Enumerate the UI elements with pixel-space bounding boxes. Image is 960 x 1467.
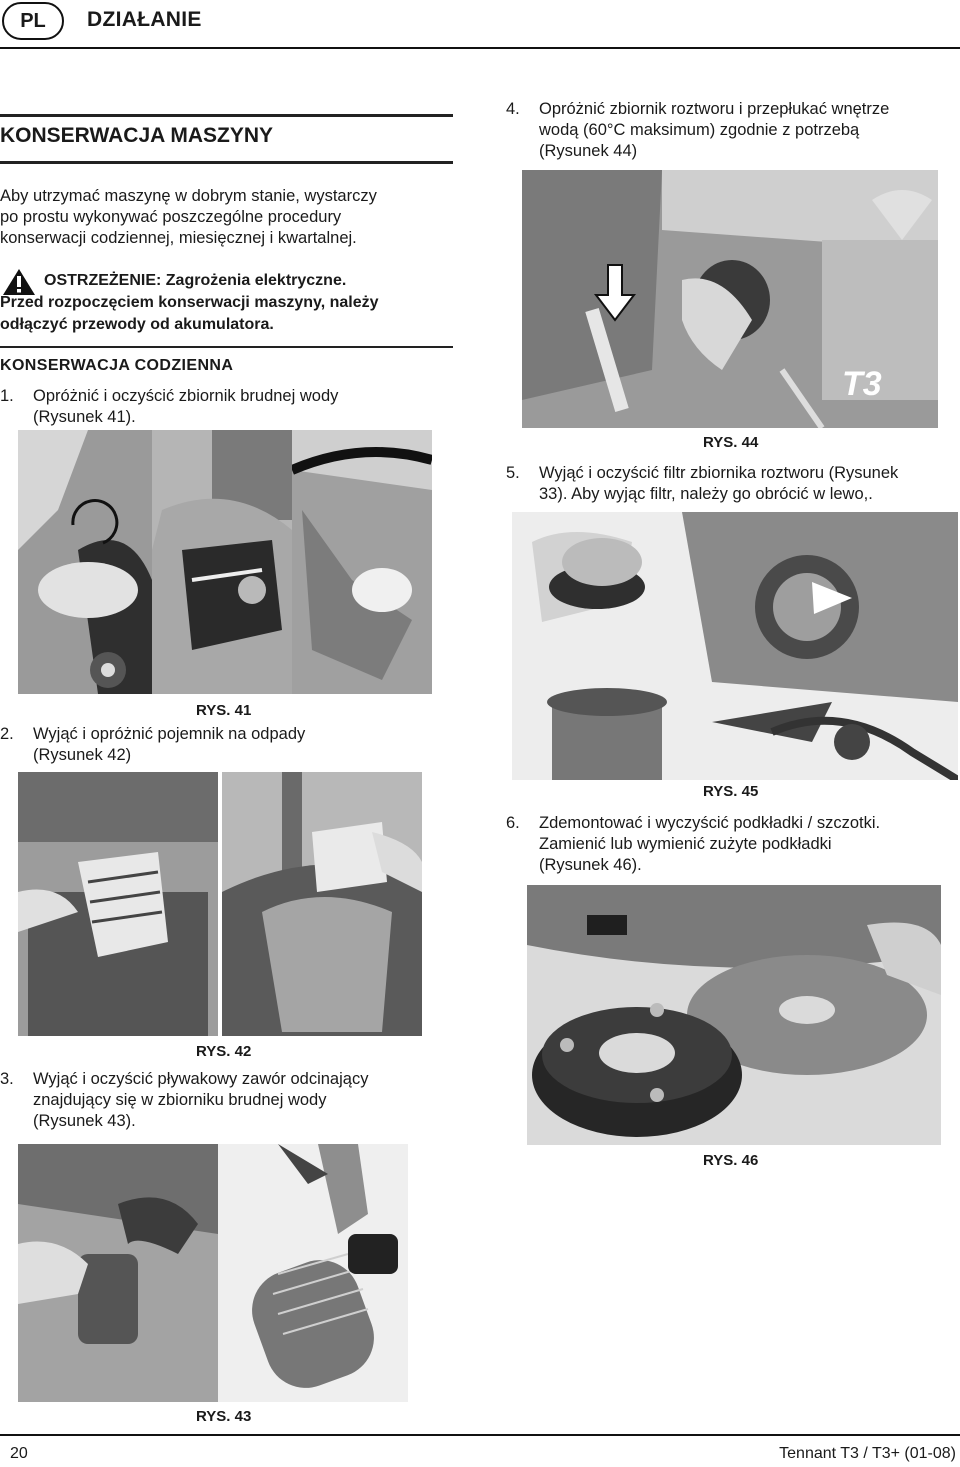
step-number: 5. [506,464,520,482]
step-text-line-2: Zamienić lub wymienić zużyte podkładki [539,835,832,853]
warning-line-3: odłączyć przewody od akumulatora. [0,316,274,333]
step-number: 2. [0,725,14,743]
step-text-line-2: wodą (60°C maksimum) zgodnie z potrzebą [539,121,860,139]
step-number: 4. [506,100,520,118]
figure-45-photo [512,512,958,780]
step-text-line-1: Wyjąć i opróżnić pojemnik na odpady [33,725,306,743]
step-text-line-1: Wyjąć i oczyścić filtr zbiornika roztworu (Rysunek [539,464,899,482]
section-title: DZIAŁANIE [87,8,202,31]
footer-rule [0,1434,960,1436]
page-title: KONSERWACJA MASZYNY [0,124,274,147]
figure-41-caption: RYS. 41 [196,702,252,719]
daily-rule [0,346,453,348]
step-text-line-2: (Rysunek 42) [33,746,132,764]
step-text-line-3: (Rysunek 44) [539,142,638,160]
step-1 [0,386,450,430]
title-rule-bottom [0,161,453,164]
step-text-line-1: Wyjąć i oczyścić pływakowy zawór odcinający [33,1070,369,1088]
title-rule-top [0,114,453,117]
figure-42-caption: RYS. 42 [196,1043,252,1060]
figure-43-photo-b [218,1144,408,1402]
warning-line-2: Przed rozpoczęciem konserwacji maszyny, należy [0,294,379,311]
step-text-line-1: Zdemontować i wyczyścić podkładki / szczotki. [539,814,881,832]
intro-line-2: po prostu wykonywać poszczególne procedury [0,208,342,226]
step-text-line-2: 33). Aby wyjąc filtr, należy go obrócić w lewo,. [539,485,873,503]
step-text-line-2: (Rysunek 41). [33,408,136,426]
figure-41-photo-c [292,430,432,694]
step-text-line-1: Opróżnić zbiornik roztworu i przepłukać wnętrze [539,100,890,118]
step-3 [0,1069,455,1133]
figure-42-photo-b [222,772,422,1036]
daily-heading: KONSERWACJA CODZIENNA [0,357,234,374]
step-text-line-3: (Rysunek 43). [33,1112,136,1130]
intro-line-3: konserwacji codziennej, miesięcznej i kwartalnej. [0,229,357,247]
step-4 [506,99,960,163]
step-number: 1. [0,387,14,405]
page-number: 20 [10,1445,28,1462]
figure-41-photo-a [18,430,152,694]
warning-line-1: OSTRZEŻENIE: Zagrożenia elektryczne. [44,272,347,289]
language-badge: PL [2,2,64,40]
figure-44-photo [522,170,938,428]
figure-41-photo-b [152,430,292,694]
figure-43-caption: RYS. 43 [196,1408,252,1425]
step-text-line-1: Opróżnić i oczyścić zbiornik brudnej wody [33,387,339,405]
step-text-line-2: znajdujący się w zbiorniku brudnej wody [33,1091,327,1109]
step-text-line-3: (Rysunek 46). [539,856,642,874]
figure-43-photo-a [18,1144,218,1402]
step-number: 3. [0,1070,14,1088]
step-2 [0,724,450,768]
intro-line-1: Aby utrzymać maszynę w dobrym stanie, wystarczy [0,187,377,205]
step-number: 6. [506,814,520,832]
step-5 [506,463,960,507]
figure-42-photo-a [18,772,218,1036]
figure-46-caption: RYS. 46 [703,1152,759,1169]
t3-logo: T3 [842,365,882,403]
step-6 [506,813,960,877]
figure-45-caption: RYS. 45 [703,783,759,800]
figure-46-photo [527,885,941,1145]
header-rule [0,47,960,49]
document-id: Tennant T3 / T3+ (01-08) [779,1445,956,1462]
figure-44-caption: RYS. 44 [703,434,759,451]
